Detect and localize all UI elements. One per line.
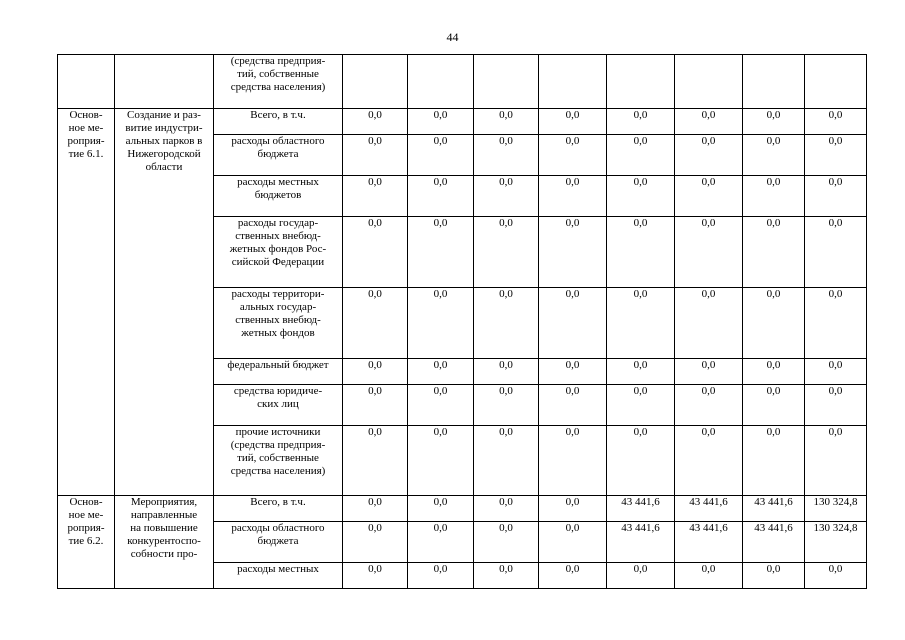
value-cell: 0,0	[474, 359, 539, 385]
value-cell: 0,0	[343, 109, 408, 135]
value-cell: 0,0	[408, 385, 474, 426]
value-cell: 0,0	[743, 135, 805, 176]
source-cell: расходы местных бюджетов	[214, 176, 343, 217]
value-cell: 43 441,6	[675, 522, 743, 563]
value-cell: 0,0	[408, 359, 474, 385]
value-cell: 0,0	[743, 109, 805, 135]
source-cell: расходы местных	[214, 563, 343, 589]
value-cell: 0,0	[408, 109, 474, 135]
value-cell: 0,0	[805, 359, 867, 385]
value-cell: 43 441,6	[743, 522, 805, 563]
value-cell: 43 441,6	[743, 496, 805, 522]
value-cell	[343, 55, 408, 109]
source-cell: расходы государ- ственных внебюд- жетных фондов Рос- сийской Федерации	[214, 217, 343, 288]
value-cell: 0,0	[675, 563, 743, 589]
value-cell: 0,0	[474, 109, 539, 135]
value-cell	[408, 55, 474, 109]
value-cell	[474, 55, 539, 109]
value-cell: 0,0	[743, 385, 805, 426]
value-cell: 0,0	[539, 109, 607, 135]
value-cell: 0,0	[408, 522, 474, 563]
value-cell: 0,0	[343, 385, 408, 426]
value-cell: 0,0	[539, 426, 607, 496]
value-cell: 0,0	[539, 217, 607, 288]
source-cell: Всего, в т.ч.	[214, 109, 343, 135]
value-cell: 0,0	[343, 496, 408, 522]
value-cell: 0,0	[805, 217, 867, 288]
value-cell: 0,0	[743, 563, 805, 589]
budget-table-body	[58, 55, 867, 589]
source-cell: расходы областного бюджета	[214, 135, 343, 176]
value-cell: 0,0	[805, 176, 867, 217]
value-cell: 0,0	[408, 426, 474, 496]
value-cell: 0,0	[607, 135, 675, 176]
value-cell: 0,0	[343, 288, 408, 359]
value-cell: 0,0	[607, 217, 675, 288]
value-cell: 0,0	[805, 288, 867, 359]
value-cell: 43 441,6	[607, 522, 675, 563]
table-row	[58, 109, 867, 135]
value-cell: 0,0	[474, 426, 539, 496]
value-cell: 0,0	[675, 359, 743, 385]
source-cell: федеральный бюджет	[214, 359, 343, 385]
value-cell: 0,0	[474, 135, 539, 176]
value-cell: 0,0	[675, 288, 743, 359]
value-cell: 0,0	[675, 109, 743, 135]
value-cell: 0,0	[675, 217, 743, 288]
measure-name-cell: Мероприятия, направленные на повышение конкурентоспо- собности про-	[115, 496, 214, 589]
value-cell: 0,0	[474, 385, 539, 426]
value-cell: 0,0	[408, 217, 474, 288]
value-cell: 0,0	[539, 496, 607, 522]
value-cell: 0,0	[474, 217, 539, 288]
value-cell: 0,0	[343, 135, 408, 176]
source-cell: расходы территори- альных государ- ственных внебюд- жетных фондов	[214, 288, 343, 359]
value-cell: 0,0	[607, 563, 675, 589]
value-cell: 0,0	[474, 288, 539, 359]
budget-table	[57, 54, 867, 589]
measure-name-cell: Создание и раз- витие индустри- альных парков в Нижегородской области	[115, 109, 214, 496]
value-cell: 0,0	[607, 385, 675, 426]
value-cell: 0,0	[607, 176, 675, 217]
value-cell: 0,0	[474, 176, 539, 217]
value-cell: 0,0	[805, 563, 867, 589]
value-cell: 0,0	[607, 288, 675, 359]
code-cell	[58, 55, 115, 109]
value-cell: 0,0	[539, 563, 607, 589]
value-cell: 0,0	[539, 135, 607, 176]
value-cell: 0,0	[343, 217, 408, 288]
value-cell: 0,0	[539, 522, 607, 563]
value-cell: 0,0	[805, 109, 867, 135]
value-cell: 0,0	[675, 385, 743, 426]
source-cell: расходы областного бюджета	[214, 522, 343, 563]
value-cell: 0,0	[743, 176, 805, 217]
value-cell	[743, 55, 805, 109]
page-number: 44	[446, 30, 459, 44]
value-cell: 0,0	[607, 109, 675, 135]
value-cell: 0,0	[743, 359, 805, 385]
value-cell: 0,0	[474, 496, 539, 522]
value-cell: 0,0	[343, 176, 408, 217]
value-cell: 0,0	[805, 385, 867, 426]
value-cell: 0,0	[539, 385, 607, 426]
value-cell: 0,0	[408, 176, 474, 217]
value-cell: 0,0	[539, 359, 607, 385]
value-cell: 0,0	[743, 426, 805, 496]
value-cell: 0,0	[675, 176, 743, 217]
value-cell: 43 441,6	[675, 496, 743, 522]
value-cell: 130 324,8	[805, 496, 867, 522]
value-cell: 0,0	[408, 563, 474, 589]
value-cell	[607, 55, 675, 109]
value-cell	[675, 55, 743, 109]
value-cell	[539, 55, 607, 109]
value-cell: 0,0	[539, 288, 607, 359]
value-cell: 0,0	[343, 359, 408, 385]
value-cell: 0,0	[675, 135, 743, 176]
value-cell: 0,0	[743, 217, 805, 288]
value-cell: 0,0	[675, 426, 743, 496]
value-cell: 0,0	[607, 359, 675, 385]
source-cell: прочие источники (средства предприя- тий, собственные средства населения)	[214, 426, 343, 496]
measure-code-cell: Основ- ное ме- роприя- тие 6.1.	[58, 109, 115, 496]
value-cell: 0,0	[408, 288, 474, 359]
source-cell: (средства предприя- тий, собственные средства населения)	[214, 55, 343, 109]
value-cell: 0,0	[805, 135, 867, 176]
value-cell: 0,0	[343, 426, 408, 496]
value-cell: 0,0	[805, 426, 867, 496]
value-cell: 0,0	[539, 176, 607, 217]
value-cell: 0,0	[474, 563, 539, 589]
value-cell: 0,0	[408, 135, 474, 176]
name-cell	[115, 55, 214, 109]
table-row	[58, 55, 867, 109]
value-cell: 0,0	[343, 563, 408, 589]
value-cell: 0,0	[408, 496, 474, 522]
source-cell: средства юридиче- ских лиц	[214, 385, 343, 426]
value-cell: 43 441,6	[607, 496, 675, 522]
value-cell: 130 324,8	[805, 522, 867, 563]
value-cell: 0,0	[743, 288, 805, 359]
value-cell: 0,0	[607, 426, 675, 496]
source-cell: Всего, в т.ч.	[214, 496, 343, 522]
value-cell: 0,0	[474, 522, 539, 563]
table-row	[58, 496, 867, 522]
measure-code-cell: Основ- ное ме- роприя- тие 6.2.	[58, 496, 115, 589]
value-cell: 0,0	[343, 522, 408, 563]
value-cell	[805, 55, 867, 109]
